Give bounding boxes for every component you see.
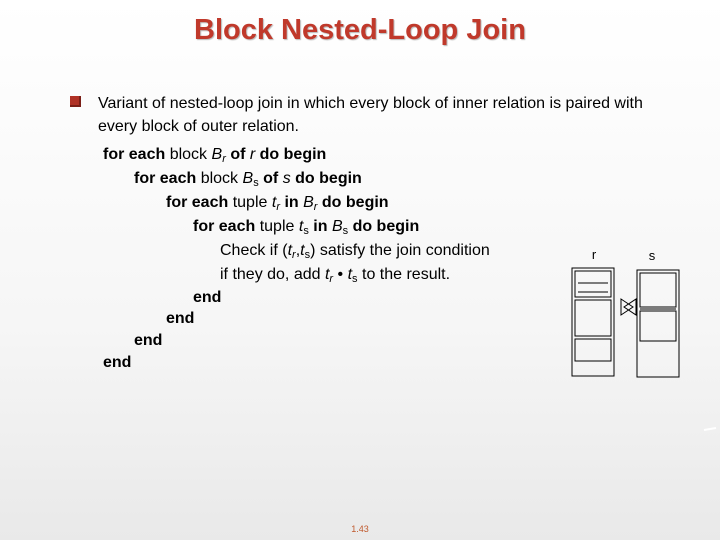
code-line-end-2: end: [134, 332, 163, 349]
block-s-2: [640, 311, 676, 341]
code-line-end-3: end: [166, 310, 195, 327]
code-line-tuple-s-loop: for each tuple $t_s$ in $B_s$ do begin: [193, 218, 420, 237]
code-line-check-condition: Check if $(t_r,t_s)$ satisfy the join condition: [220, 242, 490, 261]
code-line-tuple-r-loop: for each tuple $t_r$ in $B_r$ do begin: [166, 194, 389, 213]
bullet-text: Variant of nested-loop join in which every block of inner relation is paired with every block of outer relation.: [98, 95, 643, 135]
block-s-1: [640, 273, 676, 307]
code-line-inner-block-loop: for each block $B_s$ of s do begin: [134, 170, 362, 189]
code-line-end-4: end: [193, 289, 222, 306]
code-line-end-1: end: [103, 354, 132, 371]
block-r-2: [575, 300, 611, 336]
block-r-1: [575, 271, 611, 297]
relation-r-table: [572, 268, 614, 376]
code-line-outer-loop: for each block $B_r$ of r do begin: [103, 146, 327, 165]
relation-s-label: s: [648, 248, 656, 263]
block-r-3: [575, 339, 611, 361]
join-symbol-icon: [621, 299, 636, 315]
page-number: 1.43: [351, 524, 369, 534]
relation-s-table: [637, 270, 679, 377]
slide-title: Block Nested-Loop Join: [194, 14, 526, 46]
relation-r-label: r: [591, 247, 597, 262]
code-line-add-result: if they do, add $t_r$ • $t_s$ to the result.: [220, 266, 451, 285]
decorative-stroke: [704, 428, 716, 430]
